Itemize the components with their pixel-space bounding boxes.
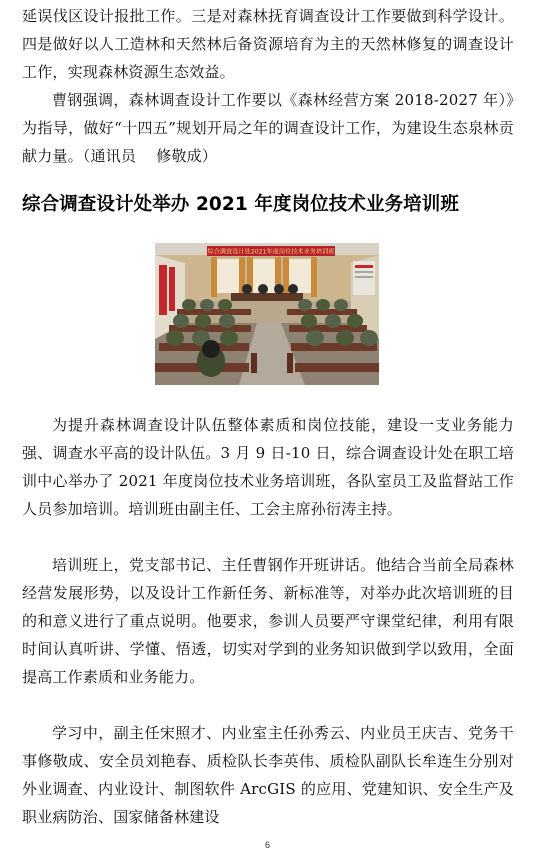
paragraph-2: 曹钢强调，森林调查设计工作要以《森林经营方案 2018-2027 年）》为指导，做好“十四五”规划开局之年的调查设计工作，为建设生态泉林贡献力量。（通讯员 修敬成） xyxy=(22,91,514,165)
banner-text: 综合调查设计处2021年度岗位技术业务培训班 xyxy=(207,248,335,256)
paragraph-3: 为提升森林调查设计队伍整体素质和岗位技能，建设一支业务能力强、调查水平高的设计队伍。3 月 9 日-10 日，综合调查设计处在职工培训中心举办了 2021 年度岗位技术业务培训班，各队室员工及监督站工作人员参加培训。培训班由副主任、工会主席孙衍涛主持。 xyxy=(22,416,514,518)
article-heading: 综合调查设计处举办 2021 年度岗位技术业务培训班 xyxy=(22,194,459,215)
training-photo xyxy=(155,243,379,385)
page-number: 6 xyxy=(264,840,270,850)
paragraph-5: 学习中，副主任宋照才、内业室主任孙秀云、内业员王庆吉、党务干事修敬成、安全员刘艳春、质检队长李英伟、质检队副队长牟连生分别对外业调查、内业设计、制图软件 ArcGIS 的应用、党建知识、安全生产及职业病防治、国家储备林建设 xyxy=(22,724,514,826)
paragraph-4: 培训班上，党支部书记、主任曹钢作开班讲话。他结合当前全局森林经营发展形势，以及设计工作新任务、新标准等，对举办此次培训班的目的和意义进行了重点说明。他要求，参训人员要严守课堂纪律，利用有限时间认真听讲、学懂、悟透，切实对学到的业务知识做到学以致用，全面提高工作素质和业务能力。 xyxy=(22,556,514,686)
paragraph-1: 延误伐区设计报批工作。三是对森林抚育调查设计工作要做到科学设计。四是做好以人工造林和天然林后备资源培育为主的天然林修复的调查设计工作，实现森林资源生态效益。 xyxy=(22,7,514,81)
